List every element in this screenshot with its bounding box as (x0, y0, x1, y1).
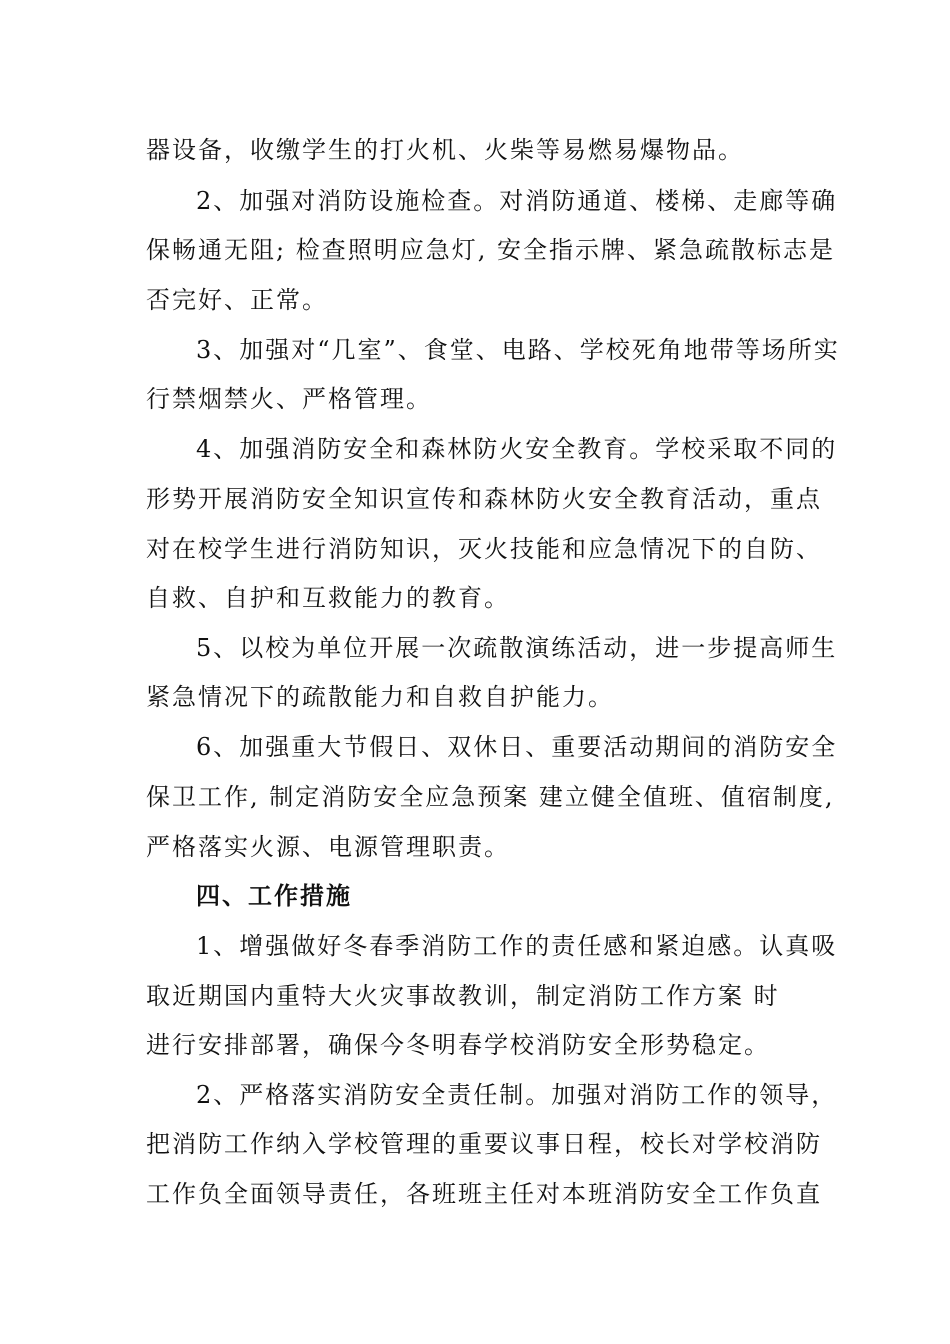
text-line-8: 形势开展消防安全知识宣传和森林防火安全教育活动，重点 (146, 485, 822, 513)
text-line-19: 进行安排部署，确保今冬明春学校消防安全形势稳定。 (146, 1031, 770, 1059)
text-line-3: 保畅通无阻; 检查照明应急灯, 安全指示牌、紧急疏散标志是 (146, 236, 835, 264)
text-line-17: 1、增强做好冬春季消防工作的责任感和紧迫感。认真吸 (196, 932, 838, 960)
text-line-9: 对在校学生进行消防知识，灭火技能和应急情况下的自防、 (146, 535, 822, 563)
text-line-7: 4、加强消防安全和森林防火安全教育。学校采取不同的 (196, 435, 838, 463)
text-line-6: 行禁烟禁火、严格管理。 (146, 385, 432, 413)
text-line-18: 取近期国内重特大火灾事故教训，制定消防工作方案 时 (146, 982, 780, 1010)
text-line-12: 紧急情况下的疏散能力和自救自护能力。 (146, 683, 614, 711)
text-line-4: 否完好、正常。 (146, 286, 328, 314)
text-line-10: 自救、自护和互救能力的教育。 (146, 584, 510, 612)
text-line-22: 工作负全面领导责任，各班班主任对本班消防安全工作负直 (146, 1180, 822, 1208)
text-line-11: 5、以校为单位开展一次疏散演练活动，进一步提高师生 (196, 634, 838, 662)
text-line-13: 6、加强重大节假日、双休日、重要活动期间的消防安全 (196, 733, 838, 761)
text-line-1: 器设备，收缴学生的打火机、火柴等易燃易爆物品。 (146, 136, 744, 164)
section-heading: 四、工作措施 (196, 882, 352, 910)
text-line-14: 保卫工作, 制定消防安全应急预案 建立健全值班、值宿制度, (146, 783, 835, 811)
text-line-5: 3、加强对“几室”、食堂、电路、学校死角地带等场所实 (196, 336, 840, 364)
text-line-2: 2、加强对消防设施检查。对消防通道、楼梯、走廊等确 (196, 187, 838, 215)
text-line-15: 严格落实火源、电源管理职责。 (146, 833, 510, 861)
text-line-20: 2、严格落实消防安全责任制。加强对消防工作的领导， (196, 1081, 838, 1109)
text-line-21: 把消防工作纳入学校管理的重要议事日程，校长对学校消防 (146, 1130, 822, 1158)
